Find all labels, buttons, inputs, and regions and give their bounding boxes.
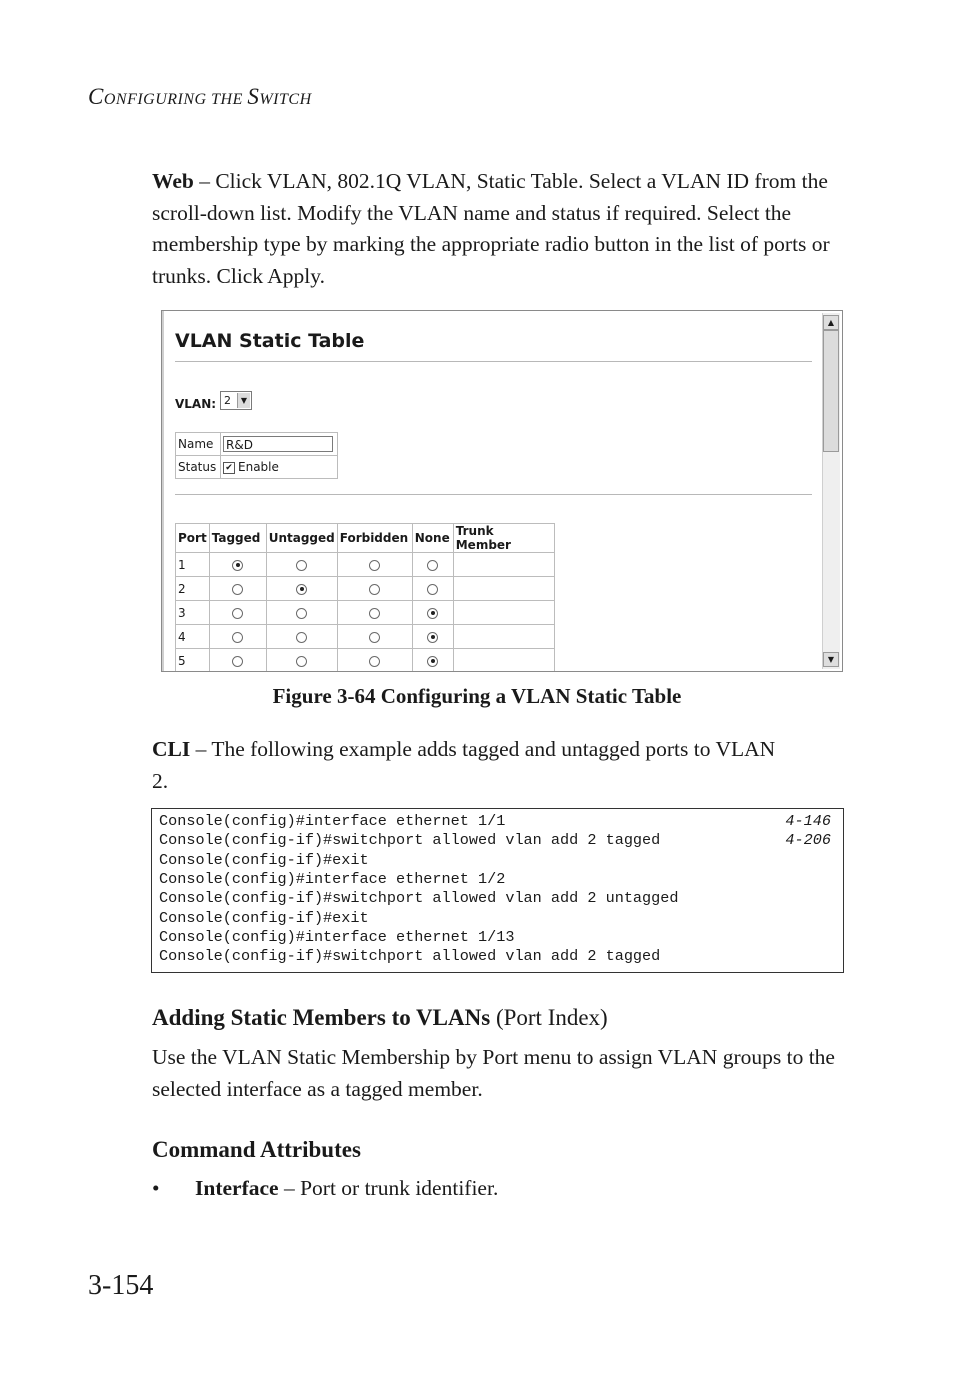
trunk-member-cell (453, 625, 554, 649)
code-line: Console(config-if)#switchport allowed vlan add 2 tagged (159, 947, 661, 966)
chevron-down-icon[interactable]: ▼ (237, 393, 250, 408)
table-row (176, 601, 555, 625)
code-line: Console(config)#interface ethernet 1/2 (159, 869, 506, 888)
frame-edge (162, 311, 164, 671)
vlan-label: VLAN: (175, 397, 217, 411)
attribute-item-lead: Interface (195, 1176, 279, 1200)
radio-forbidden[interactable] (369, 560, 380, 571)
code-reference: 4-206 (785, 831, 831, 850)
header-rest-2: WITCH (259, 91, 312, 108)
vlan-static-table-screenshot (161, 310, 843, 672)
radio-forbidden[interactable] (369, 608, 380, 619)
column-header: Untagged (266, 524, 337, 553)
trunk-member-cell (453, 601, 554, 625)
scroll-up-icon[interactable]: ▲ (823, 315, 839, 330)
radio-none[interactable] (427, 560, 438, 571)
trunk-member-cell (453, 577, 554, 601)
code-line: Console(config)#interface ethernet 1/1 (159, 812, 506, 830)
port-membership-table (175, 523, 555, 672)
port-number: 2 (176, 577, 210, 601)
header-rest-1: ONFIGURING THE (103, 91, 248, 108)
name-label: Name (176, 433, 221, 456)
radio-tagged[interactable] (232, 656, 243, 667)
attribute-item (195, 1176, 498, 1201)
radio-untagged[interactable] (296, 560, 307, 571)
code-reference: 4-146 (785, 812, 831, 830)
port-number: 1 (176, 553, 210, 577)
vlan-select[interactable] (220, 391, 252, 410)
port-number: 4 (176, 625, 210, 649)
trunk-member-cell (453, 649, 554, 673)
header-initial-1: C (88, 84, 104, 109)
section-heading-suffix: (Port Index) (490, 1005, 608, 1030)
radio-none[interactable] (427, 608, 438, 619)
code-line: Console(config-if)#exit (159, 850, 369, 869)
table-row (176, 577, 555, 601)
radio-tagged[interactable] (232, 584, 243, 595)
section-body: Use the VLAN Static Membership by Port menu to assign VLAN groups to the selected interface as a tagged member. (152, 1045, 835, 1101)
trunk-member-cell (453, 553, 554, 577)
radio-none[interactable] (427, 584, 438, 595)
column-header: None (412, 524, 453, 553)
vlan-properties-table (175, 432, 338, 479)
radio-untagged[interactable] (296, 656, 307, 667)
radio-untagged[interactable] (296, 608, 307, 619)
scrollbar[interactable] (822, 313, 840, 669)
enable-checkbox[interactable]: ✔ (223, 462, 235, 474)
port-number: 3 (176, 601, 210, 625)
attributes-heading: Command Attributes (152, 1137, 361, 1162)
column-header: Tagged (209, 524, 266, 553)
column-header: Trunk Member (453, 524, 554, 553)
section-heading-main: Adding Static Members to VLANs (152, 1005, 491, 1030)
page-number: 3-154 (88, 1270, 154, 1301)
cli-lead: CLI (152, 737, 191, 761)
radio-forbidden[interactable] (369, 632, 380, 643)
section-heading (152, 1005, 608, 1031)
attribute-item-text: – Port or trunk identifier. (278, 1176, 499, 1200)
cli-paragraph (152, 734, 792, 797)
intro-paragraph (152, 166, 852, 292)
scrollbar-thumb[interactable] (823, 330, 839, 452)
radio-none[interactable] (427, 656, 438, 667)
radio-untagged[interactable] (296, 632, 307, 643)
radio-tagged[interactable] (232, 632, 243, 643)
enable-label: Enable (238, 460, 279, 474)
screenshot-title: VLAN Static Table (175, 330, 365, 352)
status-label: Status (176, 456, 221, 479)
cli-code-block (151, 808, 844, 973)
divider (175, 494, 812, 495)
intro-lead: Web (152, 169, 194, 193)
vlan-select-value: 2 (224, 394, 231, 407)
radio-forbidden[interactable] (369, 584, 380, 595)
table-row (176, 649, 555, 673)
radio-tagged[interactable] (232, 560, 243, 571)
code-line: Console(config-if)#exit (159, 908, 369, 927)
running-header (88, 84, 312, 110)
radio-tagged[interactable] (232, 608, 243, 619)
code-line: Console(config-if)#switchport allowed vlan add 2 tagged (159, 831, 661, 850)
code-line: Console(config)#interface ethernet 1/13 (159, 927, 515, 946)
table-row (176, 625, 555, 649)
figure-caption: Figure 3-64 Configuring a VLAN Static Table (272, 684, 682, 708)
table-row (176, 553, 555, 577)
name-input[interactable]: R&D (223, 436, 333, 452)
divider (175, 361, 812, 362)
intro-text: – Click VLAN, 802.1Q VLAN, Static Table. Select a VLAN ID from the scroll-down list. Modify the VLAN name and status if required. Select the membership type by marking the appropriate radio button in the list of ports or trunks. Click Apply. (152, 169, 830, 288)
scroll-down-icon[interactable]: ▼ (823, 652, 839, 667)
radio-none[interactable] (427, 632, 438, 643)
code-line: Console(config-if)#switchport allowed vlan add 2 untagged (159, 889, 679, 908)
header-initial-2: S (247, 84, 260, 109)
bullet-icon: • (152, 1176, 160, 1200)
column-header: Forbidden (337, 524, 412, 553)
port-number: 5 (176, 649, 210, 673)
radio-forbidden[interactable] (369, 656, 380, 667)
radio-untagged[interactable] (296, 584, 307, 595)
column-header: Port (176, 524, 210, 553)
cli-text: – The following example adds tagged and untagged ports to VLAN 2. (152, 737, 776, 793)
